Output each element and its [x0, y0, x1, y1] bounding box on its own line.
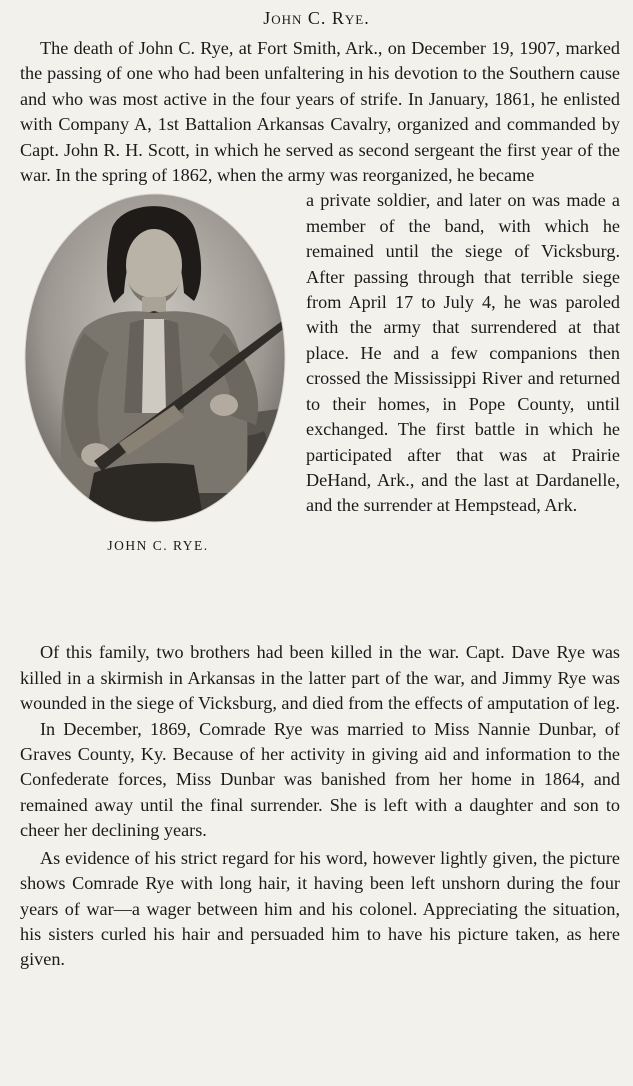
paragraph-1-rest: a private soldier, and later on was made a member of the band, with which he remained until the siege of Vicksburg. After passing through that terrible siege from April 17 to July 4, he was paroled with the army that surrendered at that place. He and a few companions then crossed the Mississippi River and returned to their homes, in Pope County, until exchanged. The first battle in which he participated after that was at Prairie DeHand, Ark., and the last at Dardanelle, and the surrender at Hempstead, Ark. [306, 190, 620, 516]
paragraph-1 [20, 36, 620, 188]
paragraph-1-lead: The death of John C. Rye, at Fort Smith, Ark., on December 19, 1907, marked the passing of one who had been unfaltering in his devotion to the Southern cause and who was most active in the four years of strife. In January, 1861, he enlisted with Company A, 1st Battalion Arkansas Cavalry, organized and commanded by Capt. John R. H. Scott, in which he served as second sergeant the first year of the war. In the spring of 1862, when the army was reorganized, he became [20, 38, 620, 186]
portrait-caption: JOHN C. RYE. [107, 538, 209, 554]
paragraph-4: As evidence of his strict regard for his word, however lightly given, the picture shows Comrade Rye with long hair, it having been left unshorn during the four years of war—a wager between him and his colonel. Appreciating the situation, his sisters curled his hair and persuaded him to have his picture taken, as here given. [20, 847, 620, 970]
paragraph-3: In December, 1869, Comrade Rye was married to Miss Nannie Dunbar, of Graves County, Ky. Because of her activity in giving aid and information to the Confederate forces, Miss Dunbar was banished from her home in 1864, and remained away until the final surrender. She is left with a daughter and son to cheer her declining years. [20, 718, 620, 841]
article-title: John C. Rye. [263, 8, 370, 28]
portrait-figure [20, 188, 300, 640]
portrait-photo [24, 193, 286, 523]
paragraph-2: Of this family, two brothers had been killed in the war. Capt. Dave Rye was killed in a skirmish in Arkansas in the latter part of the war, and Jimmy Rye was wounded in the siege of Vicksburg, and died from the effects of amputation of leg. [20, 642, 620, 714]
article-body [20, 36, 620, 973]
